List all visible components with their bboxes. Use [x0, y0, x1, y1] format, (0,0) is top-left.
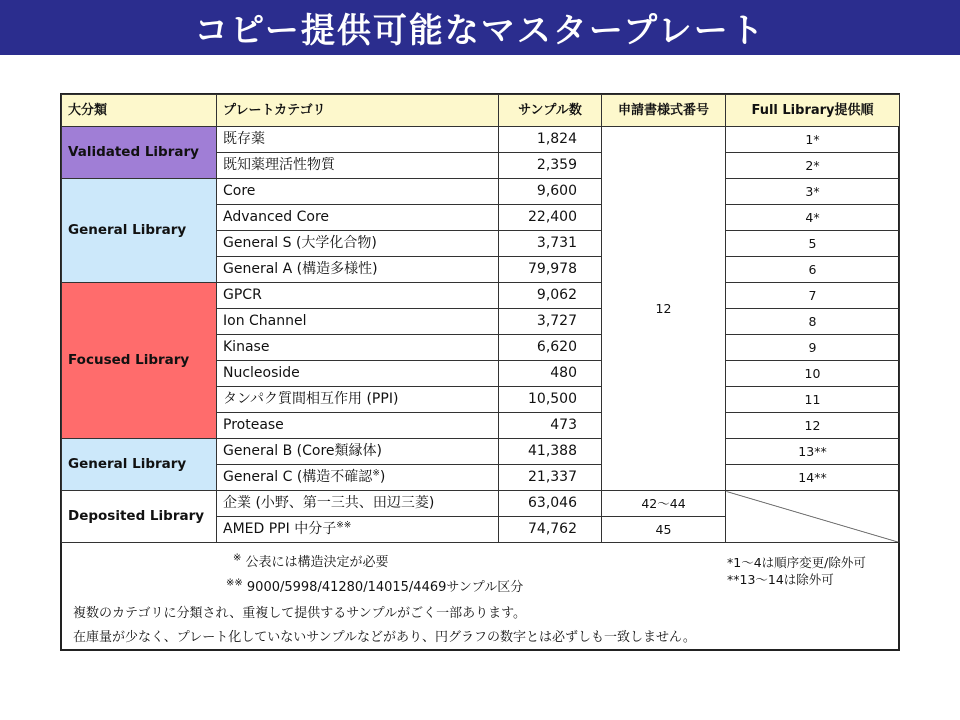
order-cell: 1*	[726, 127, 900, 153]
footnote-2-text: 9000/5998/41280/14015/4469サンプル区分	[246, 580, 524, 595]
category-text-end: )	[379, 469, 386, 485]
category-cell: General S (大学化合物)	[217, 231, 499, 257]
category-cell: 既知薬理活性物質	[217, 153, 499, 179]
note-duplicates: 複数のカテゴリに分類され、重複して提供するサンプルがごく一部あります。	[73, 606, 527, 621]
group-focused: Focused Library	[62, 283, 217, 439]
order-cell: 10	[726, 361, 900, 387]
category-cell	[217, 465, 499, 491]
samples-cell: 1,824	[499, 127, 602, 153]
table-row	[62, 439, 900, 465]
category-cell	[217, 517, 499, 543]
samples-cell: 2,359	[499, 153, 602, 179]
order-note-2: **13～14は除外可	[727, 572, 834, 587]
table-row	[62, 179, 900, 205]
category-cell: GPCR	[217, 283, 499, 309]
category-cell: Ion Channel	[217, 309, 499, 335]
samples-cell: 41,388	[499, 439, 602, 465]
footnote-mark: ※	[372, 468, 380, 479]
form-number-main: 12	[602, 127, 726, 491]
samples-cell: 9,062	[499, 283, 602, 309]
category-cell: Nucleoside	[217, 361, 499, 387]
header-row	[62, 95, 900, 127]
samples-cell: 3,731	[499, 231, 602, 257]
footnote-1	[233, 551, 389, 570]
order-cell: 14**	[726, 465, 900, 491]
order-note-1: *1～4は順序変更/除外可	[727, 555, 866, 570]
samples-cell: 74,762	[499, 517, 602, 543]
category-cell: 既存薬	[217, 127, 499, 153]
category-cell: General B (Core類縁体)	[217, 439, 499, 465]
category-text: AMED PPI 中分子	[223, 521, 337, 537]
order-cell: 6	[726, 257, 900, 283]
samples-cell: 79,978	[499, 257, 602, 283]
master-plate-table	[61, 94, 900, 543]
form-number-cell: 45	[602, 517, 726, 543]
category-cell: 企業 (小野、第一三共、田辺三菱)	[217, 491, 499, 517]
group-deposited: Deposited Library	[62, 491, 217, 543]
category-cell: General A (構造多様性)	[217, 257, 499, 283]
samples-cell: 9,600	[499, 179, 602, 205]
order-cell: 4*	[726, 205, 900, 231]
order-cell: 7	[726, 283, 900, 309]
order-cell: 13**	[726, 439, 900, 465]
samples-cell: 21,337	[499, 465, 602, 491]
group-general-1: General Library	[62, 179, 217, 283]
samples-cell: 10,500	[499, 387, 602, 413]
category-cell: タンパク質間相互作用 (PPI)	[217, 387, 499, 413]
header-category: プレートカテゴリ	[217, 95, 499, 127]
footnote-1-text: 公表には構造決定が必要	[245, 555, 389, 570]
table-row	[62, 491, 900, 517]
order-cell: 5	[726, 231, 900, 257]
order-cell: 3*	[726, 179, 900, 205]
header-form: 申請書様式番号	[602, 95, 726, 127]
samples-cell: 480	[499, 361, 602, 387]
category-cell: Kinase	[217, 335, 499, 361]
form-number-cell: 42～44	[602, 491, 726, 517]
header-samples: サンプル数	[499, 95, 602, 127]
order-cell: 8	[726, 309, 900, 335]
order-cell: 12	[726, 413, 900, 439]
samples-cell: 473	[499, 413, 602, 439]
order-cell: 2*	[726, 153, 900, 179]
table-row	[62, 127, 900, 153]
samples-cell: 63,046	[499, 491, 602, 517]
category-cell: Advanced Core	[217, 205, 499, 231]
category-text: General C (構造不確認	[223, 469, 373, 485]
note-stock: 在庫量が少なく、プレート化していないサンプルなどがあり、円グラフの数字とは必ずしも一致しません。	[73, 630, 696, 645]
order-cell: 9	[726, 335, 900, 361]
footnote-2-mark: ※※	[226, 577, 243, 589]
footnote-2	[226, 576, 523, 595]
group-validated: Validated Library	[62, 127, 217, 179]
header-order: Full Library提供順	[726, 95, 900, 127]
empty-diagonal-cell	[726, 491, 900, 543]
table-row	[62, 283, 900, 309]
order-cell: 11	[726, 387, 900, 413]
header-group: 大分類	[62, 95, 217, 127]
samples-cell: 22,400	[499, 205, 602, 231]
category-cell: Core	[217, 179, 499, 205]
samples-cell: 6,620	[499, 335, 602, 361]
category-cell: Protease	[217, 413, 499, 439]
footnote-1-mark: ※	[233, 552, 242, 564]
samples-cell: 3,727	[499, 309, 602, 335]
group-general-2: General Library	[62, 439, 217, 491]
footnote-mark: ※※	[336, 520, 352, 531]
page-title: コピー提供可能なマスタープレート	[0, 0, 960, 55]
